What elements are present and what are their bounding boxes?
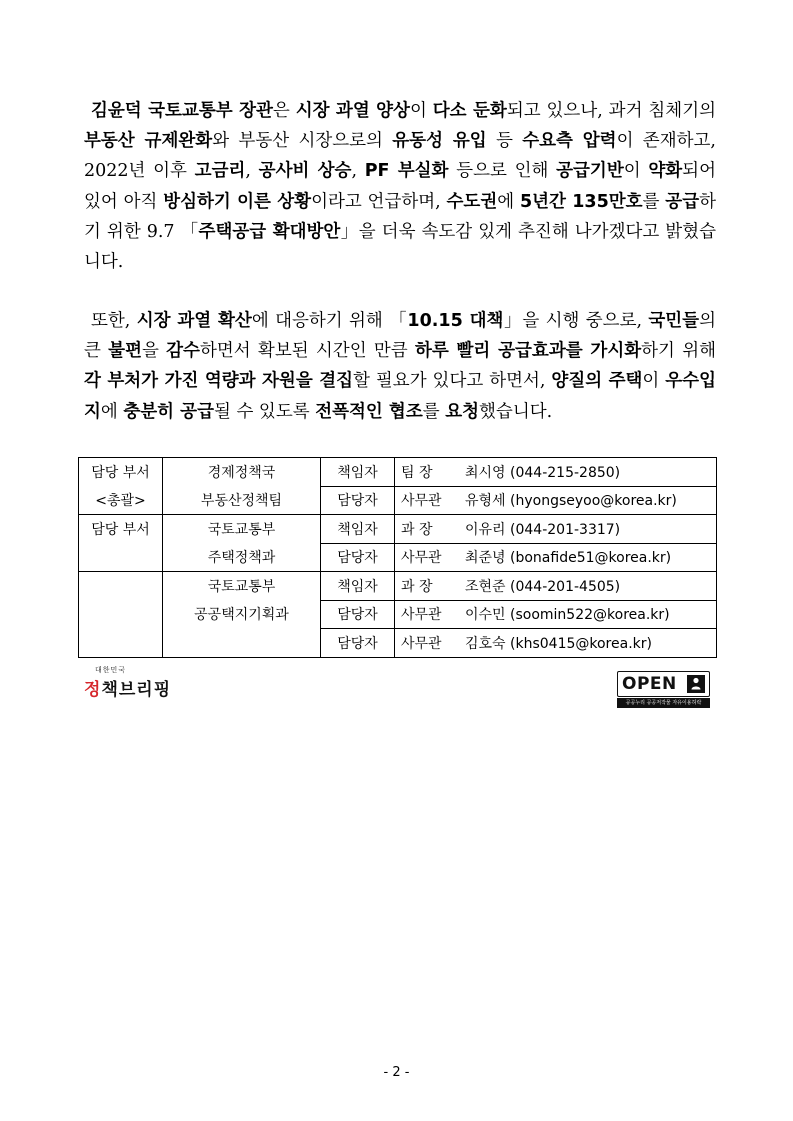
open-badge-title: OPEN (622, 674, 677, 694)
emphasized-text: 시장 과열 확산 (136, 311, 252, 331)
table-row (79, 458, 717, 487)
contact-title: 팀 장 (401, 464, 433, 481)
table-row (79, 572, 717, 601)
contact-detail: 조현준 (044-201-4505) (465, 578, 621, 595)
emphasized-text: 5년간 135만호 (519, 191, 643, 212)
emphasized-text: 수도권 (446, 191, 498, 212)
dept-name: 공공택지기획과 (163, 600, 321, 629)
dept-label (79, 543, 163, 572)
contact-detail: 이유리 (044-201-3317) (465, 521, 621, 538)
emphasized-text: 불편 (108, 341, 142, 362)
emphasized-text: 요청 (445, 401, 480, 422)
logo-accent-char: 정 (84, 680, 102, 700)
contact-table (78, 457, 717, 658)
paragraph-text: 이 (623, 161, 649, 182)
emphasized-text: 충분히 공급 (123, 401, 214, 422)
emphasized-text: 양질의 주택 (551, 371, 643, 392)
contact-cell (395, 600, 717, 629)
paragraph-text: 할 필요가 있다고 하면서, (353, 371, 552, 392)
table-row (79, 629, 717, 658)
contact-cell (395, 543, 717, 572)
dept-label: 담당 부서 (79, 458, 163, 487)
paragraph-text: 」을 더욱 속도감 있게 추진해 나가겠다고 밝혔습니다. (84, 221, 717, 273)
paragraph-text: 이 존재하고, 2022년 이후 (84, 131, 716, 182)
role-cell: 담당자 (321, 486, 395, 515)
paragraph-text: 했습니다. (479, 401, 553, 422)
paragraph-text: 을 (141, 341, 167, 362)
emphasized-text: 시장 과열 양상 (295, 101, 410, 121)
emphasized-text: 각 부처가 가진 역량과 자원을 결집 (84, 371, 354, 392)
table-row (79, 543, 717, 572)
paragraph-text: 되어 있어 아직 (84, 161, 716, 212)
contact-cell (395, 486, 717, 515)
contact-detail: 유형세 (hyongseyoo@korea.kr) (465, 493, 677, 510)
contact-detail: 최준녕 (bonafide51@korea.kr) (465, 550, 672, 567)
emphasized-text: 우수입지 (84, 371, 716, 422)
emphasized-text: 고금리 (194, 161, 246, 182)
dept-name (163, 629, 321, 658)
paragraph-text: 될 수 있도록 (214, 401, 316, 422)
emphasized-text: 국민들 (648, 311, 700, 331)
emphasized-text: 부동산 규제완화 (84, 131, 213, 152)
role-cell: 담당자 (321, 629, 395, 658)
contact-title: 사무관 (401, 607, 442, 624)
table-row (79, 515, 717, 544)
emphasized-text: 전폭적인 협조 (315, 401, 423, 422)
contact-detail: 이수민 (soomin522@korea.kr) (465, 607, 670, 624)
contact-cell (395, 515, 717, 544)
emphasized-text: 주택공급 확대방안 (198, 221, 341, 242)
emphasized-text: 공급 (665, 191, 700, 212)
paragraph-text: 이 (409, 101, 433, 121)
contact-title: 과 장 (401, 521, 433, 538)
paragraph-text: 하기 위해 (641, 341, 717, 362)
dept-label (79, 629, 163, 658)
policy-briefing-logo (84, 665, 204, 705)
emphasized-text: 감수 (166, 341, 200, 362)
dept-name: 경제정책국 (163, 458, 321, 487)
logo-wordmark-rest: 책브리핑 (101, 680, 172, 700)
emphasized-text: 다소 둔화 (432, 101, 507, 121)
emphasized-text: 약화 (648, 161, 683, 182)
paragraph-text: 를 (422, 401, 446, 422)
paragraph-text: 등으로 인해 (448, 161, 557, 182)
logo-small-text: 대한민국 (95, 666, 127, 674)
contact-title: 사무관 (401, 493, 442, 510)
paragraph-text: 이라고 언급하며, (311, 191, 447, 212)
emphasized-text: 수요측 압력 (522, 131, 617, 152)
paragraph-text: 또한, (91, 311, 137, 331)
open-badge-frame (617, 671, 710, 697)
dept-name: 주택정책과 (163, 543, 321, 572)
body-paragraph-1 (84, 96, 716, 277)
paragraph-text: 되고 있으나, 과거 침체기의 (506, 101, 716, 121)
paragraph-text: , (351, 161, 365, 182)
dept-name: 국토교통부 (163, 515, 321, 544)
contact-title: 과 장 (401, 578, 433, 595)
contact-cell (395, 629, 717, 658)
role-cell: 담당자 (321, 600, 395, 629)
emphasized-text: 공급기반 (556, 161, 624, 182)
body-paragraph-2 (84, 306, 716, 427)
role-cell: 책임자 (321, 572, 395, 601)
dept-label: <총괄> (79, 486, 163, 515)
emphasized-text: 공사비 상승 (258, 161, 352, 182)
logo-wordmark (84, 675, 171, 700)
page-number: - 2 - (383, 1065, 410, 1080)
paragraph-text: 은 (272, 101, 296, 121)
dept-label: 담당 부서 (79, 515, 163, 544)
contact-cell (395, 458, 717, 487)
table-row (79, 486, 717, 515)
paragraph-text: 에 (497, 191, 520, 212)
emphasized-text: 유동성 유입 (392, 131, 487, 152)
paragraph-text: 와 부동산 시장으로의 (212, 131, 393, 152)
paragraph-text: 하면서 확보된 시간인 만큼 (199, 341, 415, 362)
contact-detail: 최시영 (044-215-2850) (465, 464, 621, 481)
contact-detail: 김호숙 (khs0415@korea.kr) (465, 635, 652, 652)
emphasized-text: PF 부실화 (364, 161, 449, 182)
paragraph-text: 이 (642, 371, 666, 392)
contact-title: 사무관 (401, 635, 442, 652)
contact-title: 사무관 (401, 550, 442, 567)
paragraph-text: , (245, 161, 259, 182)
dept-name: 부동산정책팀 (163, 486, 321, 515)
paragraph-text: 를 (642, 191, 666, 212)
contact-cell (395, 572, 717, 601)
emphasized-text: 김윤덕 국토교통부 장관 (91, 101, 273, 121)
role-cell: 담당자 (321, 543, 395, 572)
open-license-badge (617, 671, 710, 709)
emphasized-text: 하루 빨리 공급효과를 가시화 (414, 341, 642, 362)
person-attribution-icon (687, 675, 705, 693)
role-cell: 책임자 (321, 515, 395, 544)
emphasized-text: 방심하기 이른 상황 (163, 191, 312, 212)
paragraph-text: 에 대응하기 위해 「 (251, 311, 408, 331)
role-cell: 책임자 (321, 458, 395, 487)
paragraph-text: 에 (100, 401, 124, 422)
emphasized-text: 10.15 대책 (407, 311, 504, 331)
dept-label (79, 572, 163, 601)
paragraph-text: 하기 위한 9.7 「 (84, 191, 717, 242)
open-badge-caption: 공공누리 공공저작물 자유이용허락 (617, 698, 710, 708)
dept-name: 국토교통부 (163, 572, 321, 601)
dept-label (79, 600, 163, 629)
paragraph-text: 등 (486, 131, 523, 152)
paragraph-text: 의 큰 (84, 311, 716, 362)
paragraph-text: 」을 시행 중으로, (503, 311, 649, 331)
table-row (79, 600, 717, 629)
